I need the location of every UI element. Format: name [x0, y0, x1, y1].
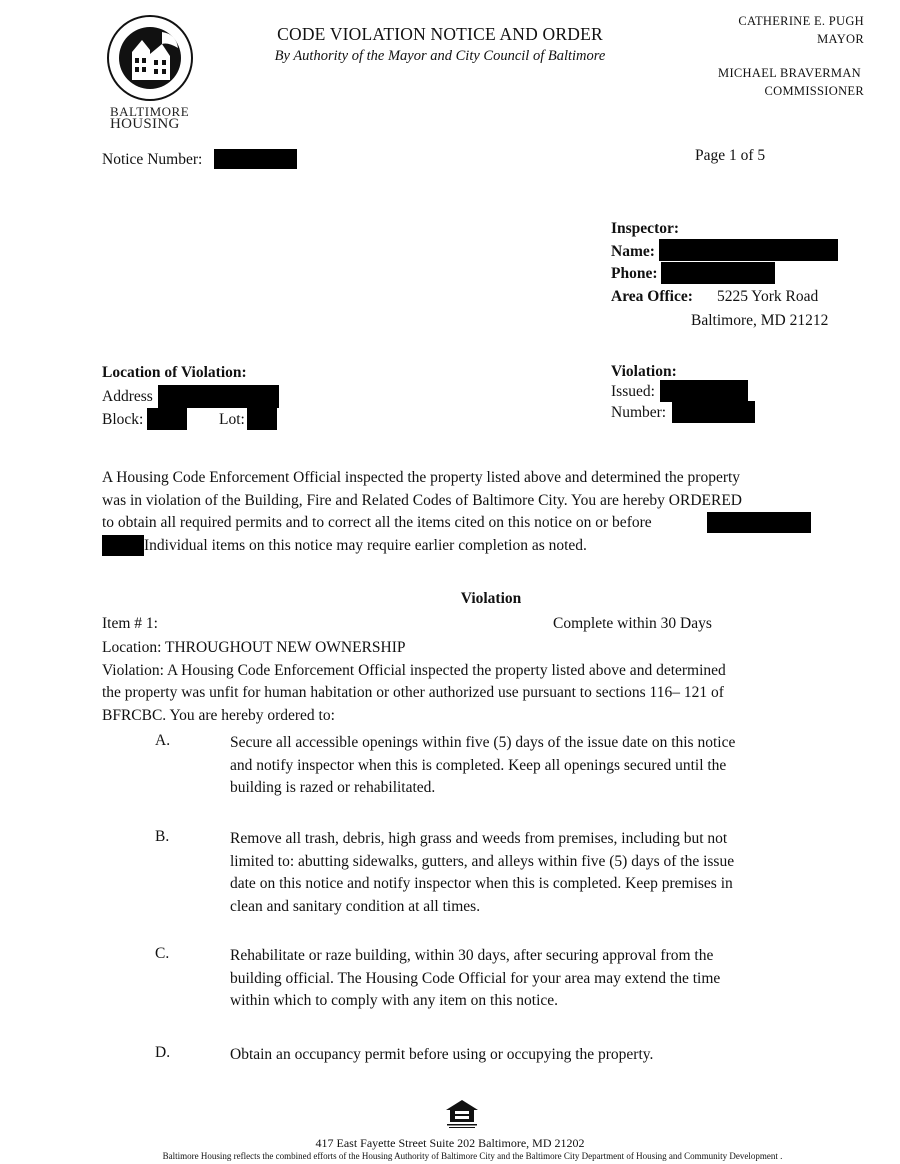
footer-note: Baltimore Housing reflects the combined efforts of the Housing Authority of Baltimore City and the Baltimore City Department of Housing and Community Development . [162, 1151, 783, 1161]
address-label: Address [102, 388, 153, 405]
order-b-line: limited to: abutting sidewalks, gutters, and alleys within five (5) days of the issue [230, 852, 735, 870]
order-c-line: within which to comply with any item on this notice. [230, 992, 559, 1009]
intro-line-4-text: Individual items on this notice may require earlier completion as noted. [144, 536, 587, 554]
intro-line-1: A Housing Code Enforcement Official inspected the property listed above and determined the property [102, 469, 741, 486]
order-a-line: building is razed or rehabilitated. [230, 779, 436, 796]
order-d-letter: D. [155, 1044, 171, 1061]
location-heading: Location of Violation: [102, 364, 247, 381]
order-b-line: Remove all trash, debris, high grass and weeds from premises, including but not [230, 830, 728, 847]
redacted-notice-number [214, 149, 297, 169]
block-label: Block: [102, 411, 144, 428]
notice-number-label: Notice Number: [102, 151, 203, 168]
order-b-text [230, 828, 800, 918]
commissioner-title: COMMISSIONER [764, 84, 864, 98]
document-subtitle: By Authority of the Mayor and City Council of Baltimore [274, 48, 606, 64]
intro-line-2: was in violation of the Building, Fire and Related Codes of Baltimore City. You are hereby ORDERED [102, 491, 743, 509]
equal-housing-icon [443, 1098, 483, 1130]
baltimore-housing-seal [106, 14, 194, 102]
mayor-title: MAYOR [817, 32, 864, 46]
complete-within: Complete within 30 Days [553, 615, 712, 632]
violation-description [102, 637, 814, 727]
page-indicator: Page 1 of 5 [695, 147, 766, 164]
violation-section-heading: Violation [460, 590, 522, 607]
item-label: Item # 1: [102, 615, 158, 632]
order-a-line: Secure all accessible openings within five (5) days of the issue date on this notice [230, 734, 736, 751]
violation-desc-line-1: Violation: A Housing Code Enforcement Official inspected the property listed above and determined [102, 661, 726, 679]
intro-line-4 [102, 535, 814, 558]
order-b-line: date on this notice and notify inspector when this is completed. Keep premises in [230, 875, 733, 892]
area-office-label: Area Office: [611, 288, 693, 305]
footer-address: 417 East Fayette Street Suite 202 Baltimore, MD 21202 [315, 1136, 585, 1150]
redacted-issued-date [660, 380, 748, 402]
inspector-heading: Inspector: [611, 220, 680, 237]
mayor-block [664, 12, 864, 48]
order-c-line: building official. The Housing Code Official for your area may extend the time [230, 969, 721, 987]
commissioner-block [664, 64, 864, 100]
redacted-deadline-year [102, 535, 144, 556]
intro-line-3-text: to obtain all required permits and to correct all the items cited on this notice on or before [102, 514, 652, 531]
order-a-line: and notify inspector when this is completed. Keep all openings secured until the [230, 756, 727, 774]
violation-number-label: Number: [611, 404, 667, 421]
lot-label: Lot: [219, 411, 245, 428]
order-b-line: clean and sanitary condition at all times. [230, 897, 481, 915]
order-d-line: Obtain an occupancy permit before using or occupying the property. [230, 1046, 654, 1063]
order-c-text [230, 945, 800, 1013]
order-c-letter: C. [155, 945, 170, 962]
violation-desc-line-2: the property was unfit for human habitation or other authorized use pursuant to sections 116– 121 of [102, 684, 724, 701]
area-office-street: 5225 York Road [717, 288, 819, 305]
order-c-line: Rehabilitate or raze building, within 30 days, after securing approval from the [230, 947, 714, 964]
mayor-name: CATHERINE E. PUGH [738, 14, 864, 28]
violation-info-heading: Violation: [611, 363, 677, 380]
redacted-deadline-date [707, 512, 811, 533]
redacted-lot [247, 408, 277, 430]
order-a-text [230, 732, 800, 800]
logo-line-baltimore: BALTIMORE [110, 104, 190, 119]
order-b-letter: B. [155, 828, 170, 845]
order-d-text [230, 1044, 800, 1067]
order-a-letter: A. [155, 732, 171, 749]
redacted-block [147, 408, 187, 430]
area-office-city: Baltimore, MD 21212 [691, 312, 829, 329]
commissioner-name: MICHAEL BRAVERMAN [718, 66, 861, 80]
logo-line-housing: HOUSING [110, 116, 180, 132]
document-title: CODE VIOLATION NOTICE AND ORDER [277, 24, 603, 44]
redacted-address [158, 385, 279, 408]
inspector-phone-label: Phone: [611, 265, 658, 282]
redacted-inspector-name [659, 239, 838, 261]
issued-label: Issued: [611, 383, 655, 400]
redacted-violation-number [672, 401, 755, 423]
redacted-inspector-phone [661, 262, 775, 284]
inspector-name-label: Name: [611, 243, 655, 260]
violation-location-line: Location: THROUGHOUT NEW OWNERSHIP [102, 639, 406, 656]
violation-desc-line-3: BFRCBC. You are hereby ordered to: [102, 706, 335, 724]
